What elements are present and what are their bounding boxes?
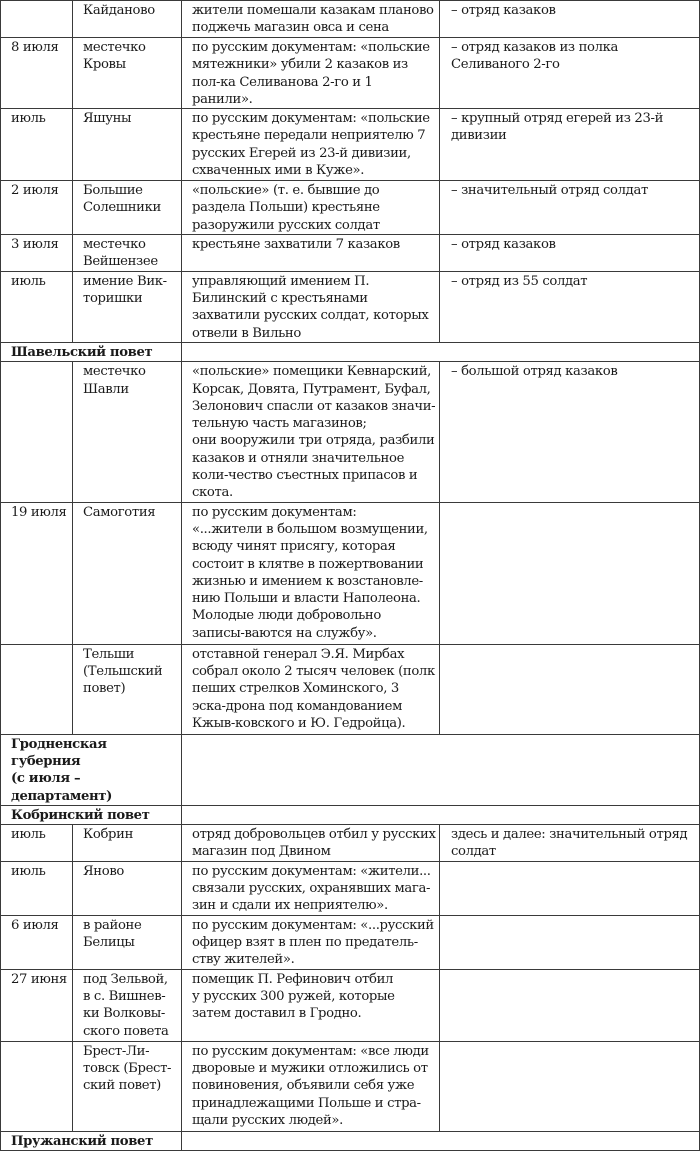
- force-cell: [440, 502, 700, 644]
- table-row: [1, 362, 700, 502]
- event-cell: крестьяне захватили 7 казаков: [182, 235, 440, 272]
- section-empty-cell: [182, 1131, 700, 1150]
- section-row: [1, 342, 700, 361]
- table-row: [1, 861, 700, 915]
- place-cell: местечко Кровы: [73, 38, 182, 109]
- event-cell: по русским документам: «...русский офицер взят в плен по предатель-ству жителей».: [182, 915, 440, 969]
- place-cell: Брест-Ли-товск (Брест-ский повет): [73, 1041, 182, 1131]
- table-row: [1, 181, 700, 235]
- section-title: Шавельский повет: [1, 342, 182, 361]
- table-row: [1, 644, 700, 734]
- place-cell: в районе Белицы: [73, 915, 182, 969]
- table-row: [1, 271, 700, 342]
- section-title: Гродненская губерния (с июля – департамент): [1, 734, 182, 805]
- event-cell: по русским документам: «жители... связали русских, охранявших мага-зин и сдали их неприятелю».: [182, 861, 440, 915]
- date-cell: июль: [1, 109, 73, 181]
- date-cell: [1, 1041, 73, 1131]
- table-row: [1, 38, 700, 109]
- force-cell: [440, 915, 700, 969]
- event-cell: по русским документам: «польские мятежники» убили 2 казаков из пол-ка Селиванова 2-го и 1 ранили».: [182, 38, 440, 109]
- date-cell: июль: [1, 861, 73, 915]
- place-cell: Большие Солешники: [73, 181, 182, 235]
- place-cell: Кайданово: [73, 1, 182, 38]
- place-cell: Яшуны: [73, 109, 182, 181]
- event-cell: отставной генерал Э.Я. Мирбах собрал около 2 тысяч человек (полк пеших стрелков Хоминского, 3 эска-дрона под командованием Кжыв-ковского и Ю. Гедройца).: [182, 644, 440, 734]
- date-cell: [1, 1, 73, 38]
- date-cell: 8 июля: [1, 38, 73, 109]
- event-cell: помещик П. Рефинович отбил у русских 300 ружей, которые затем доставил в Гродно.: [182, 969, 440, 1041]
- date-cell: июль: [1, 825, 73, 862]
- place-cell: под Зельвой, в с. Вишнев-ки Волковы-ского повета: [73, 969, 182, 1041]
- date-cell: 19 июля: [1, 502, 73, 644]
- event-cell: отряд добровольцев отбил у русских магазин под Двином: [182, 825, 440, 862]
- section-title: Пружанский повет: [1, 1131, 182, 1150]
- section-row: [1, 1131, 700, 1150]
- force-cell: – отряд казаков из полка Селиваного 2-го: [440, 38, 700, 109]
- date-cell: [1, 362, 73, 502]
- table-row: [1, 1041, 700, 1131]
- place-cell: имение Вик-торишки: [73, 271, 182, 342]
- date-cell: 27 июня: [1, 969, 73, 1041]
- table-row: [1, 1, 700, 38]
- date-cell: 6 июля: [1, 915, 73, 969]
- event-cell: по русским документам: «...жители в большом возмущении, всюду чинят присягу, которая состоит в клятве в пожертвовании жизнью и имением к возстановле-нию Польши и власти Наполеона. Молодые люди добровольно записы-ваются на службу».: [182, 502, 440, 644]
- table-row: [1, 969, 700, 1041]
- force-cell: [440, 644, 700, 734]
- table-row: [1, 109, 700, 181]
- event-cell: жители помешали казакам планово поджечь магазин овса и сена: [182, 1, 440, 38]
- section-empty-cell: [182, 734, 700, 805]
- force-cell: – значительный отряд солдат: [440, 181, 700, 235]
- place-cell: Яново: [73, 861, 182, 915]
- force-cell: здесь и далее: значительный отряд солдат: [440, 825, 700, 862]
- event-cell: по русским документам: «польские крестьяне передали неприятелю 7 русских Егерей из 23-й дивизии, схваченных ими в Куже».: [182, 109, 440, 181]
- event-cell: «польские» помещики Кевнарский, Корсак, Довята, Путрамент, Буфал, Зелонович спасли от казаков значи-тельную часть магазинов; они вооружили три отряда, разбили казаков и отняли значительное коли-чество съестных припасов и скота.: [182, 362, 440, 502]
- date-cell: июль: [1, 271, 73, 342]
- date-cell: [1, 644, 73, 734]
- force-cell: [440, 969, 700, 1041]
- section-empty-cell: [182, 342, 700, 361]
- date-cell: 3 июля: [1, 235, 73, 272]
- force-cell: – крупный отряд егерей из 23-й дивизии: [440, 109, 700, 181]
- table-row: [1, 502, 700, 644]
- force-cell: [440, 1041, 700, 1131]
- event-cell: по русским документам: «все люди дворовые и мужики отложились от повиновения, объявили себя уже принадлежащими Польше и стра-щали русских людей».: [182, 1041, 440, 1131]
- section-row: [1, 734, 700, 805]
- force-cell: – большой отряд казаков: [440, 362, 700, 502]
- table-row: [1, 235, 700, 272]
- table-row: [1, 825, 700, 862]
- place-cell: местечко Шавли: [73, 362, 182, 502]
- force-cell: – отряд из 55 солдат: [440, 271, 700, 342]
- event-cell: «польские» (т. е. бывшие до раздела Польши) крестьяне разоружили русских солдат: [182, 181, 440, 235]
- force-cell: [440, 861, 700, 915]
- place-cell: Кобрин: [73, 825, 182, 862]
- place-cell: Самоготия: [73, 502, 182, 644]
- force-cell: – отряд казаков: [440, 235, 700, 272]
- event-cell: управляющий имением П. Билинский с крестьянами захватили русских солдат, которых отвели в Вильно: [182, 271, 440, 342]
- section-empty-cell: [182, 805, 700, 824]
- table-row: [1, 915, 700, 969]
- place-cell: Тельши (Тельшский повет): [73, 644, 182, 734]
- section-row: [1, 805, 700, 824]
- date-cell: 2 июля: [1, 181, 73, 235]
- force-cell: – отряд казаков: [440, 1, 700, 38]
- place-cell: местечко Вейшензее: [73, 235, 182, 272]
- section-title: Кобринский повет: [1, 805, 182, 824]
